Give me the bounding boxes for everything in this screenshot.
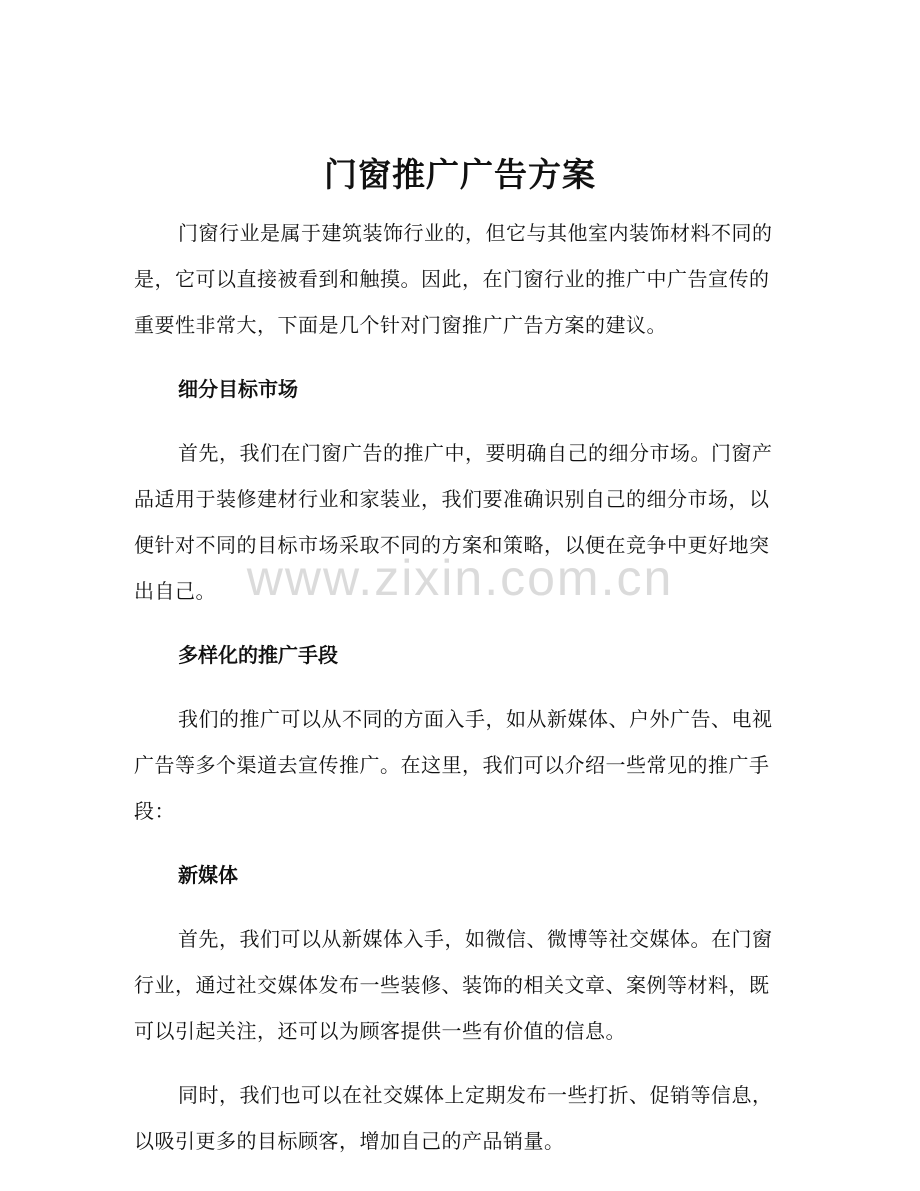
paragraph-new-media-1: 首先，我们可以从新媒体入手，如微信、微博等社交媒体。在门窗行业，通过社交媒体发布一些装修、装饰的相关文章、案例等材料，既可以引起关注，还可以为顾客提供一些有价值的信息。	[134, 927, 773, 1043]
section-heading-promotion-methods: 多样化的推广手段	[178, 643, 338, 667]
paragraph-target-market: 首先，我们在门窗广告的推广中，要明确自己的细分市场。门窗产品适用于装修建材行业和家装业，我们要准确识别自己的细分市场，以便针对不同的目标市场采取不同的方案和策略，以便在竞争中更好地突出自己。	[134, 441, 773, 603]
section-heading-target-market: 细分目标市场	[178, 377, 298, 401]
intro-paragraph: 门窗行业是属于建筑装饰行业的，但它与其他室内装饰材料不同的是，它可以直接被看到和触摸。因此，在门窗行业的推广中广告宣传的重要性非常大，下面是几个针对门窗推广广告方案的建议。	[134, 221, 773, 337]
paragraph-promotion-methods: 我们的推广可以从不同的方面入手，如从新媒体、户外广告、电视广告等多个渠道去宣传推广。在这里，我们可以介绍一些常见的推广手段：	[134, 707, 773, 823]
document-body	[134, 210, 774, 1164]
document-title: 门窗推广广告方案	[324, 155, 596, 194]
section-heading-new-media: 新媒体	[178, 863, 238, 887]
watermark: www.zixin.com.cn	[246, 550, 674, 606]
paragraph-new-media-2: 同时，我们也可以在社交媒体上定期发布一些打折、促销等信息，以吸引更多的目标顾客，增加自己的产品销量。	[134, 1083, 773, 1153]
